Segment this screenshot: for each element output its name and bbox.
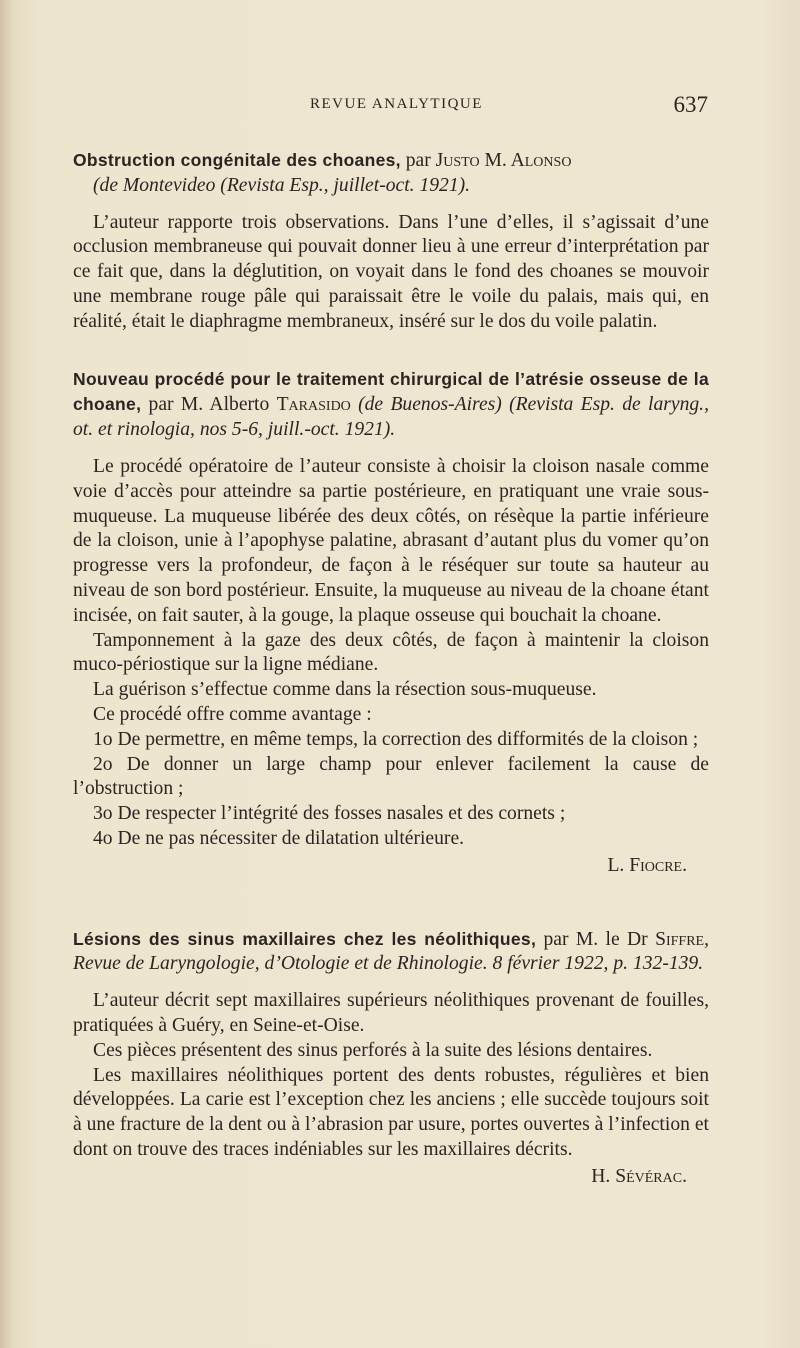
article-title-bold: Nouveau procédé pour le traitement chirurgical de l’atrésie osseuse de la choane, xyxy=(73,368,709,415)
article-author: Justo M. Alonso xyxy=(435,150,572,171)
article-paragraph: 3o De respecter l’intégrité des fosses nasales et des cornets ; xyxy=(93,803,566,825)
article-paragraph: L’auteur décrit sept maxillaires supérieurs néolithiques provenant de fouilles, pratiquées à Guéry, en Seine-et-Oise. xyxy=(73,990,709,1036)
article-paragraph: Ce procédé offre comme avantage : xyxy=(93,703,372,725)
article-citation: , Revue de Laryngologie, d’Otologie et de Rhinologie. 8 février 1922, p. 132-139. xyxy=(73,928,709,975)
article-gap xyxy=(73,879,709,927)
article-by: par M. Alberto xyxy=(148,394,277,416)
article-citation: (de Buenos-Aires) (Revista Esp. de laryng., ot. et rinologia, nos 5-6, juill.-oct. 1921). xyxy=(73,394,709,441)
article-by: par M. le Dr xyxy=(536,928,656,950)
article-signature: L. Fiocre. xyxy=(607,854,687,876)
article-author: Tarasido xyxy=(276,394,351,416)
article-title-bold: Lésions des sinus maxillaires chez les néolithiques, xyxy=(73,928,537,949)
article-title xyxy=(73,148,709,174)
article-author: Siffre xyxy=(655,928,705,950)
article-paragraph: 4o De ne pas nécessiter de dilatation ultérieure. xyxy=(93,827,465,849)
article-paragraph: L’auteur rapporte trois observations. Dans l’une d’elles, il s’agissait d’une occlusion membraneuse qui pouvait donner lieu à une erreur d’interprétation par ce fait que, dans la déglutition, on voyait dans le fond des choanes se mouvoir une membrane rouge pâle qui paraissait être le voile du palais, mais qui, en réalité, était le diaphragme membraneux, inséré sur le dos du voile palatin. xyxy=(73,211,709,332)
article-paragraph: 1o De permettre, en même temps, la correction des difformités de la cloison ; xyxy=(93,728,699,750)
article-sinus xyxy=(73,927,709,1190)
article-choanes xyxy=(73,148,709,335)
article-paragraph: Les maxillaires néolithiques portent des dents robustes, régulières et bien développées. La carie est l’exception chez les anciens ; elle succède toujours soit à une fracture de la dent ou à l’abrasion par usure, portes ouvertes à l’infection et dont on trouve des traces indéniables sur les maxillaires décrits. xyxy=(73,1064,709,1160)
article-citation-text: (de Montevideo (Revista Esp., juillet-oct. 1921). xyxy=(93,174,471,196)
article-paragraph: 2o De donner un large champ pour enlever facilement la cause de l’obstruction ; xyxy=(73,753,709,800)
page-body xyxy=(73,148,709,1189)
article-by: par xyxy=(400,150,436,171)
article-title xyxy=(73,927,709,978)
article-paragraph: La guérison s’effectue comme dans la résection sous-muqueuse. xyxy=(93,679,597,701)
article-atresie xyxy=(73,367,709,879)
running-header xyxy=(70,94,710,124)
article-paragraph: Le procédé opératoire de l’auteur consiste à choisir la cloison nasale comme voie d’accès pour atteindre sa partie postérieure, en pratiquant une vraie sous-muqueuse. La muqueuse libérée des deux côtés, on résèque la partie inférieure de la cloison, unie à l’apophyse palatine, abrasant d’autant plus du vomer qu’on progresse vers la profondeur, de façon à le réséquer sur toute sa hauteur au niveau de son bord postérieur. Ensuite, la muqueuse au niveau de la choane étant incisée, on fait sauter, à la gouge, la plaque osseuse qui bouchait la choane. xyxy=(73,455,709,626)
article-gap xyxy=(73,335,709,367)
running-title: REVUE ANALYTIQUE xyxy=(310,96,483,112)
article-paragraph: Ces pièces présentent des sinus perforés à la suite des lésions dentaires. xyxy=(93,1039,653,1061)
article-signature: H. Sévérac. xyxy=(591,1165,687,1187)
article-title-bold: Obstruction congénitale des choanes, xyxy=(73,150,401,170)
article-citation xyxy=(73,174,709,199)
page-number: 637 xyxy=(673,92,708,117)
article-title xyxy=(73,367,709,443)
article-paragraph: Tamponnement à la gaze des deux côtés, de façon à maintenir la cloison muco-périostique sur la ligne médiane. xyxy=(73,629,709,676)
